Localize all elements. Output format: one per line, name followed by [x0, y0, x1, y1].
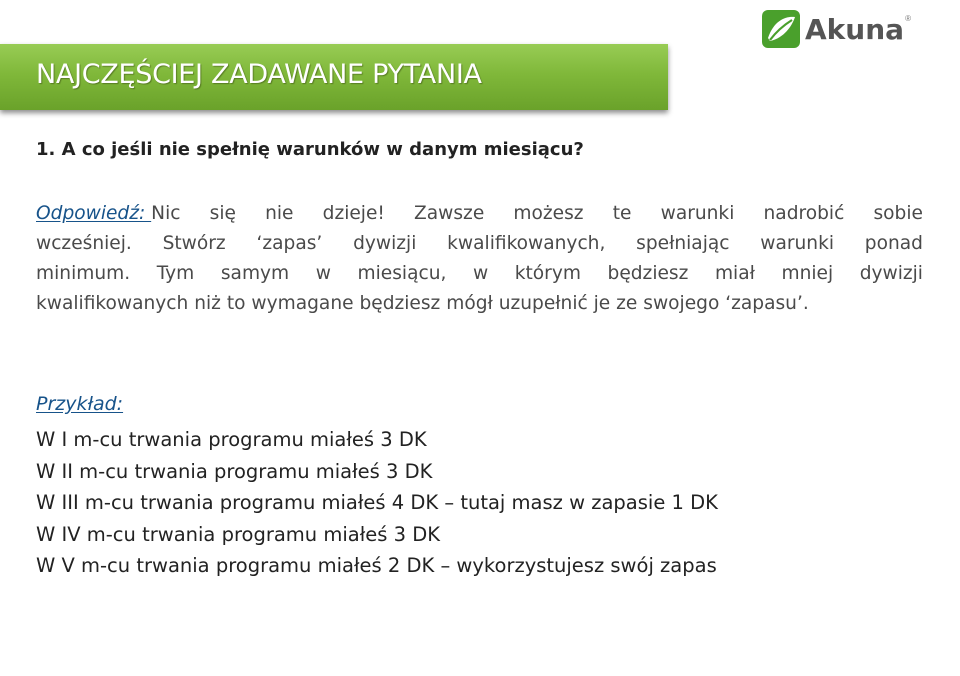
answer-word: dywizji	[353, 233, 417, 254]
list-item: W I m-cu trwania programu miałeś 3 DK	[36, 428, 427, 451]
answer-word-group	[36, 199, 180, 229]
answer-line-1	[36, 199, 923, 229]
answer-word: którym	[514, 263, 581, 284]
answer-word: w	[315, 263, 331, 284]
answer-word: miesiącu,	[357, 263, 447, 284]
logo-wordmark: Akuna	[805, 12, 905, 46]
answer-word: w	[472, 263, 489, 284]
title-banner	[0, 44, 668, 110]
answer-word: Zawsze	[414, 203, 485, 224]
answer-word: minimum.	[36, 263, 131, 284]
answer-word: warunki	[660, 203, 735, 224]
answer-word: dzieje!	[322, 203, 385, 224]
list-item: W III m-cu trwania programu miałeś 4 DK – tutaj masz w zapasie 1 DK	[36, 491, 718, 514]
answer-word: samym	[220, 263, 290, 284]
answer-label: Odpowiedź:	[36, 203, 152, 224]
answer-word: warunki	[760, 233, 835, 254]
example-list	[36, 424, 718, 582]
answer-word: się	[209, 203, 236, 224]
registered-mark: ®	[905, 14, 911, 23]
example-label: Przykład:	[36, 393, 124, 415]
page-title: NAJCZĘŚCIEJ ZADAWANE PYTANIA	[36, 59, 482, 90]
answer-word: mniej	[781, 263, 834, 284]
answer-word: Tym	[156, 263, 195, 284]
answer-word: kwalifikowanych niż to wymagane będziesz mógł uzupełnić je ze swojego ‘zapasu’.	[36, 293, 809, 314]
answer-line-4	[36, 289, 923, 319]
answer-line-2	[36, 229, 923, 259]
answer-word: miał	[714, 263, 755, 284]
list-item: W II m-cu trwania programu miałeś 3 DK	[36, 459, 433, 483]
answer-word: Nic	[151, 203, 181, 224]
answer-word: wcześniej.	[36, 233, 132, 254]
answer-word: będziesz	[607, 263, 689, 284]
list-item: W V m-cu trwania programu miałeś 2 DK – wykorzystujesz swój zapas	[36, 554, 717, 577]
leaf-logo-icon	[762, 10, 800, 48]
list-item: W IV m-cu trwania programu miałeś 3 DK	[36, 522, 441, 546]
answer-word: ‘zapas’	[256, 233, 323, 254]
answer-word: nie	[265, 203, 294, 224]
answer-word: Stwórz	[162, 233, 226, 254]
answer-word: nadrobić	[763, 203, 845, 224]
answer-word: dywizji	[859, 263, 923, 284]
faq-answer	[36, 199, 923, 319]
answer-word: sobie	[873, 203, 923, 224]
akuna-logo	[762, 8, 912, 50]
faq-question: 1. A co jeśli nie spełnię warunków w danym miesiącu?	[36, 139, 584, 160]
answer-word: te	[612, 203, 632, 224]
answer-word: spełniając	[636, 233, 730, 254]
answer-line-3	[36, 259, 923, 289]
answer-word: kwalifikowanych,	[447, 233, 606, 254]
answer-word: możesz	[513, 203, 584, 224]
answer-word: ponad	[864, 233, 923, 254]
